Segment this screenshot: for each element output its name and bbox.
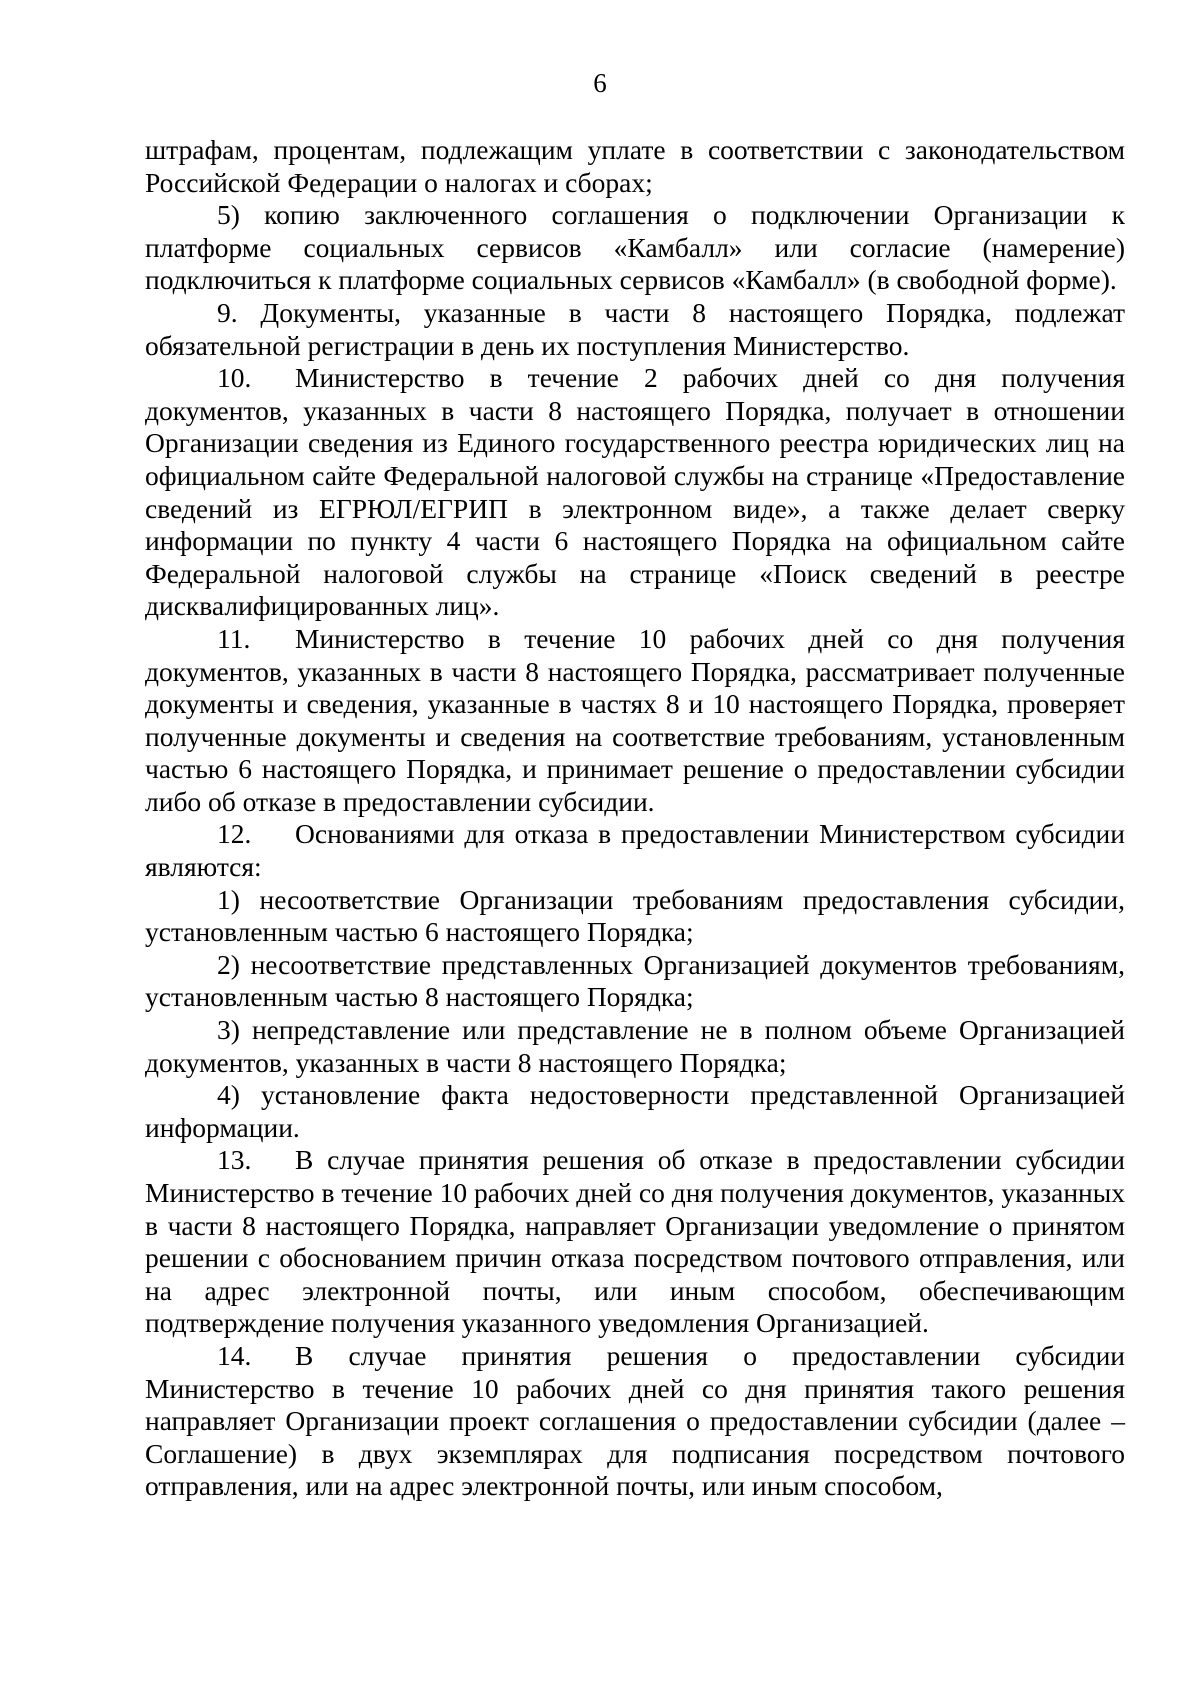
paragraph-5 xyxy=(145,818,1125,883)
paragraph-11 xyxy=(145,1340,1125,1503)
paragraph-2 xyxy=(145,297,1125,362)
paragraph-text: В случае принятия решения о предоставлении субсидии Министерство в течение 10 рабочих дней со дня принятия такого решения направляет Организации проект соглашения о предоставлении субсидии (далее – Соглашение) в двух экземплярах для подписания посредством почтового отправления, или на адрес электронной почты, или иным способом, xyxy=(145,1339,1125,1502)
paragraph-text: 4) установление факта недостоверности представленной Организацией информации. xyxy=(145,1079,1125,1143)
paragraph-4 xyxy=(145,623,1125,819)
document-body xyxy=(145,134,1125,1503)
paragraph-text: В случае принятия решения об отказе в предоставлении субсидии Министерство в течение 10 рабочих дней со дня получения документов, указанных в части 8 настоящего Порядка, направляет Организации уведомление о принятом решении с обоснованием причин отказа посредством почтового отправления, или на адрес электронной почты, или иным способом, обеспечивающим подтверждение получения указанного уведомления Организацией. xyxy=(145,1144,1125,1339)
paragraph-text: Министерство в течение 2 рабочих дней со дня получения документов, указанных в части 8 настоящего Порядка, получает в отношении Организации сведения из Единого государственного реестра юридических лиц на официальном сайте Федеральной налоговой службы на странице «Предоставление сведений из ЕГРЮЛ/ЕГРИП в электронном виде», а также делает сверку информации по пункту 4 части 6 настоящего Порядка на официальном сайте Федеральной налоговой службы на странице «Поиск сведений в реестре дисквалифицированных лиц». xyxy=(145,362,1125,622)
paragraph-8 xyxy=(145,1014,1125,1079)
paragraph-text: Основаниями для отказа в предоставлении Министерством субсидии являются: xyxy=(145,818,1125,883)
paragraph-text: 1) несоответствие Организации требованиям предоставления субсидии, установленным частью 6 настоящего Порядка; xyxy=(145,883,1125,948)
paragraph-0 xyxy=(145,134,1125,199)
paragraph-number: 12. xyxy=(217,818,252,850)
paragraph-6 xyxy=(145,884,1125,949)
paragraph-text: штрафам, процентам, подлежащим уплате в соответствии с законодательством Российской Федерации о налогах и сборах; xyxy=(145,134,1125,198)
paragraph-number: 13. xyxy=(217,1144,252,1176)
page-number: 6 xyxy=(593,68,607,98)
paragraph-text: Министерство в течение 10 рабочих дней со дня получения документов, указанных в части 8 настоящего Порядка, рассматривает полученные документы и сведения, указанные в частях 8 и 10 настоящего Порядка, проверяет полученные документы и сведения на соответствие требованиям, установленным частью 6 настоящего Порядка, и принимает решение о предоставлении субсидии либо об отказе в предоставлении субсидии. xyxy=(145,622,1125,817)
paragraph-9 xyxy=(145,1079,1125,1144)
paragraph-number: 14. xyxy=(217,1339,252,1371)
paragraph-text: 3) непредставление или представление не в полном объеме Организацией документов, указанных в части 8 настоящего Порядка; xyxy=(145,1014,1125,1078)
paragraph-1 xyxy=(145,199,1125,297)
paragraph-3 xyxy=(145,362,1125,623)
paragraph-text: 5) копию заключенного соглашения о подключении Организации к платформе социальных сервисов «Камбалл» или согласие (намерение) подключиться к платформе социальных сервисов «Камбалл» (в свободной форме). xyxy=(145,199,1125,296)
paragraph-number: 11. xyxy=(217,622,251,654)
paragraph-10 xyxy=(145,1144,1125,1340)
paragraph-text: 9. Документы, указанные в части 8 настоящего Порядка, подлежат обязательной регистрации в день их поступления Министерство. xyxy=(145,296,1125,361)
paragraph-text: 2) несоответствие представленных Организацией документов требованиям, установленным частью 8 настоящего Порядка; xyxy=(145,948,1125,1013)
paragraph-number: 10. xyxy=(217,362,252,394)
paragraph-7 xyxy=(145,949,1125,1014)
